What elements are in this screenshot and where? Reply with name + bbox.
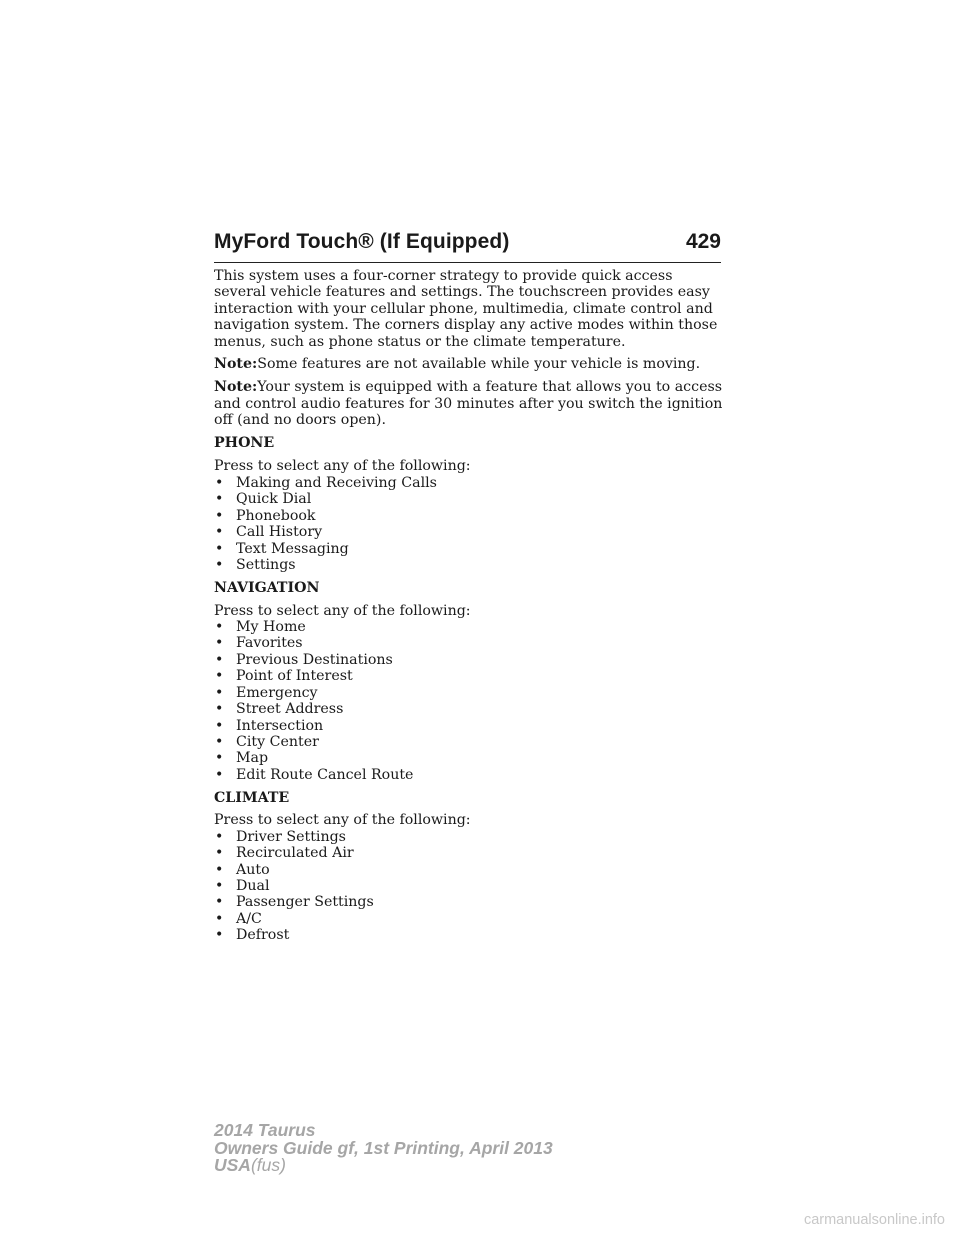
list-item: • Emergency — [214, 685, 724, 701]
list-item: • Street Address — [214, 701, 724, 717]
list-item: • Dual — [214, 878, 724, 894]
list-item: • Call History — [214, 524, 724, 540]
note-text: Your system is equipped with a feature that allows you to access and control audio features for 30 minutes after you switch the ignition off (and no doors open). — [214, 379, 723, 429]
note-label: Note: — [214, 379, 258, 396]
page-header — [214, 226, 721, 263]
list-item: • City Center — [214, 734, 724, 750]
list-item: • A/C — [214, 911, 724, 927]
navigation-heading: NAVIGATION — [214, 579, 320, 596]
list-item: • Quick Dial — [214, 491, 724, 507]
list-item: • Text Messaging — [214, 541, 724, 557]
list-item: • Driver Settings — [214, 829, 724, 845]
list-item: • Favorites — [214, 635, 724, 651]
list-item: • Previous Destinations — [214, 652, 724, 668]
note-paragraph — [214, 379, 724, 428]
list-item: • Making and Receiving Calls — [214, 475, 724, 491]
page-footer — [214, 1122, 553, 1175]
climate-intro: Press to select any of the following: — [214, 812, 471, 829]
note-text: Some features are not available while your vehicle is moving. — [257, 356, 701, 373]
list-item: • Intersection — [214, 718, 724, 734]
page-number: 429 — [685, 230, 721, 253]
list-item: • Edit Route Cancel Route — [214, 767, 724, 783]
navigation-list — [214, 619, 724, 783]
navigation-intro: Press to select any of the following: — [214, 602, 471, 619]
list-item: • Passenger Settings — [214, 894, 724, 910]
page-content — [214, 268, 724, 950]
list-item: • Defrost — [214, 927, 724, 943]
list-item: • Phonebook — [214, 508, 724, 524]
list-item: • Map — [214, 750, 724, 766]
list-item: • Settings — [214, 557, 724, 573]
note-label: Note: — [214, 356, 258, 373]
list-item: • My Home — [214, 619, 724, 635]
footer-model: 2014 Taurus — [214, 1120, 316, 1140]
watermark: carmanualsonline.info — [803, 1212, 945, 1228]
list-item: • Auto — [214, 862, 724, 878]
phone-intro: Press to select any of the following: — [214, 457, 471, 474]
phone-heading: PHONE — [214, 434, 275, 451]
phone-list — [214, 475, 724, 573]
climate-list — [214, 829, 724, 944]
footer-edition: Owners Guide gf, 1st Printing, April 2013 — [214, 1137, 553, 1158]
list-item: • Recirculated Air — [214, 845, 724, 861]
footer-region-main: USA — [214, 1155, 251, 1176]
footer-region-code: (fus) — [250, 1155, 286, 1176]
section-title: MyFord Touch® (If Equipped) — [214, 230, 510, 253]
climate-heading: CLIMATE — [214, 789, 290, 806]
note-paragraph — [214, 356, 724, 372]
list-item: • Point of Interest — [214, 668, 724, 684]
intro-paragraph: This system uses a four-corner strategy to provide quick access several vehicle features and settings. The touchscreen provides easy interaction with your cellular phone, multimedia, climate control and navigation system. The corners display any active modes within those menus, such as phone status or the climate temperature. — [214, 268, 718, 350]
footer-region — [214, 1157, 553, 1175]
